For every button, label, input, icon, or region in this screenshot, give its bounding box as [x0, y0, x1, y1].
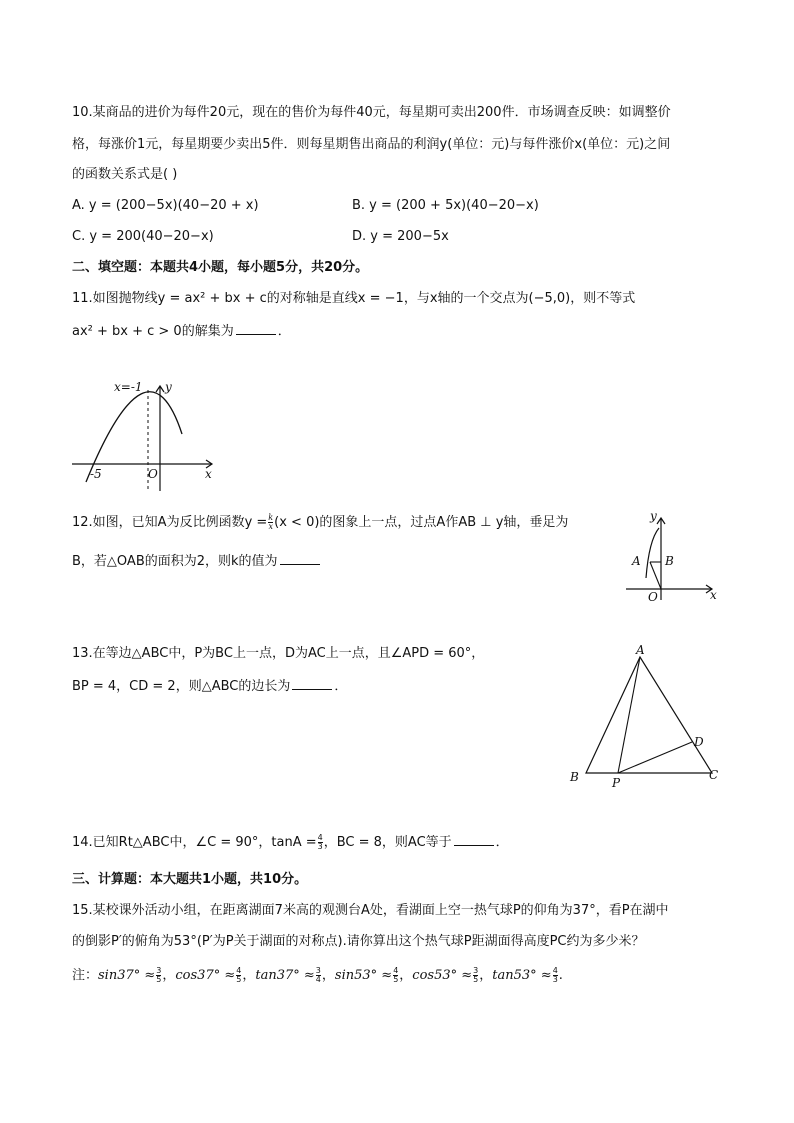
q15-note-item: [98, 968, 175, 983]
q15-note-sep: ，: [321, 968, 335, 983]
q14-pre: 14.已知Rt△ABC中，∠C = 90°，tanA =: [72, 835, 317, 850]
q14-end: ．: [495, 835, 509, 850]
q13-line1: 13.在等边△ABC中，P为BC上一点，D为AC上一点，且∠APD = 60°，: [72, 646, 485, 661]
q13-label-p: P: [612, 776, 621, 790]
q10-option-c: C. y = 200(40−20−x): [72, 229, 214, 244]
q13-segment-pd: [618, 742, 692, 773]
q15-notes: [72, 967, 563, 985]
section3-heading: 三、计算题：本大题共1小题，共10分。: [72, 872, 308, 887]
q14-frac-den: 3: [317, 842, 323, 851]
q15-note-num: 4: [236, 966, 242, 975]
q15-note-den: 3: [552, 975, 558, 984]
q15-note-num: 3: [156, 966, 162, 975]
q12-label-a: A: [632, 554, 641, 568]
q15-note-num: 4: [552, 966, 558, 975]
q11-label-y: y: [165, 380, 172, 394]
q12-line1: [72, 514, 568, 532]
q15-note-sep: ，: [162, 968, 176, 983]
q15-note-sep: ，: [479, 968, 493, 983]
q14-post: ，BC = 8，则AC等于: [323, 835, 452, 850]
q15-note-label: cos53° ≈: [412, 968, 473, 983]
q15-notes-list: [98, 968, 563, 983]
q12-fraction: [268, 514, 273, 531]
q11-label-x: x: [205, 467, 212, 481]
q12-frac-den: x: [268, 522, 273, 531]
q12-line1-pre: 12.如图，已知A为反比例函数y =: [72, 515, 268, 530]
q13-label-d: D: [694, 735, 704, 749]
q15-note-num: 3: [315, 966, 321, 975]
q12-segment-oa: [650, 562, 661, 589]
q12-label-o: O: [648, 590, 658, 604]
q15-note-fraction: [236, 967, 241, 984]
q13-line2: [72, 677, 347, 696]
q15-note-fraction: [553, 967, 558, 984]
q14-line: [72, 833, 509, 852]
q12-line2: [72, 552, 322, 571]
q15-note-fraction: [473, 967, 478, 984]
q15-note-num: 4: [393, 966, 399, 975]
q15-note-fraction: [393, 967, 398, 984]
q11-line2-text: ax² + bx + c > 0的解集为: [72, 324, 234, 339]
q13-line2-end: ．: [334, 679, 348, 694]
q15-note-fraction: [156, 967, 161, 984]
q12-line2-text: B，若△OAB的面积为2，则k的值为: [72, 554, 278, 569]
q15-note-prefix: 注：: [72, 968, 99, 983]
q14-fraction: [318, 834, 323, 851]
q15-note-item: [412, 968, 492, 983]
section2-heading: 二、填空题：本题共4小题，每小题5分，共20分。: [72, 260, 369, 275]
q14-answer-blank: [454, 833, 494, 846]
q12-line1-post: (x < 0)的图象上一点，过点A作AB ⊥ y轴，垂足为: [274, 515, 569, 530]
q15-note-item: [175, 968, 255, 983]
q11-line2-end: ．: [277, 324, 291, 339]
q15-note-den: 5: [156, 975, 162, 984]
q13-label-c: C: [709, 768, 719, 782]
q13-triangle-figure: [566, 645, 726, 793]
q15-note-sep: ，: [399, 968, 413, 983]
q15-note-sep: .: [558, 968, 563, 983]
q13-label-a: A: [636, 643, 645, 657]
q12-label-b: B: [665, 554, 674, 568]
q11-line1: 11.如图抛物线y = ax² + bx + c的对称轴是直线x = −1，与x轴的一个交点为(−5,0)，则不等式: [72, 291, 636, 306]
q15-note-item: [492, 968, 563, 983]
q12-frac-num: k: [268, 513, 274, 522]
q15-note-label: tan53° ≈: [492, 968, 552, 983]
q15-note-den: 5: [236, 975, 242, 984]
q13-triangle-abc: [586, 657, 712, 773]
q15-note-sep: ，: [242, 968, 256, 983]
q11-label-o: O: [148, 467, 158, 481]
q12-hyperbola-figure: [622, 510, 722, 602]
q12-label-x: x: [710, 588, 717, 602]
q15-note-label: sin53° ≈: [334, 968, 393, 983]
q15-note-label: sin37° ≈: [98, 968, 156, 983]
q15-note-den: 4: [315, 975, 321, 984]
q15-note-item: [255, 968, 335, 983]
q15-line1: 15.某校课外活动小组，在距离湖面7米高的观测台A处，看湖面上空一热气球P的仰角为37°，看P在湖中: [72, 903, 669, 918]
q11-parabola-figure: [70, 378, 220, 493]
q11-answer-blank: [236, 322, 276, 335]
q15-note-den: 5: [393, 975, 399, 984]
q10-option-a: A. y = (200−5x)(40−20 + x): [72, 198, 259, 213]
q11-line2: [72, 322, 291, 341]
q13-line2-text: BP = 4，CD = 2，则△ABC的边长为: [72, 679, 291, 694]
q13-label-b: B: [570, 770, 579, 784]
q15-note-num: 3: [473, 966, 479, 975]
q15-note-fraction: [316, 967, 321, 984]
q15-note-item: [335, 968, 412, 983]
q11-label-m5: -5: [90, 467, 102, 481]
q10-line3: 的函数关系式是( ): [72, 167, 178, 182]
q15-note-label: cos37° ≈: [175, 968, 236, 983]
q10-option-d: D. y = 200−5x: [352, 229, 449, 244]
q11-label-line: x=-1: [114, 380, 143, 394]
q15-line2: 的倒影P′的俯角为53°(P′为P关于湖面的对称点).请你算出这个热气球P距湖面得高度PC约为多少米？: [72, 934, 645, 949]
q15-note-label: tan37° ≈: [255, 968, 315, 983]
q12-answer-blank: [280, 552, 320, 565]
q13-answer-blank: [292, 677, 332, 690]
q10-option-b: B. y = (200 + 5x)(40−20−x): [352, 198, 539, 213]
q15-note-den: 5: [473, 975, 479, 984]
q10-line1: 10.某商品的进价为每件20元，现在的售价为每件40元，每星期可卖出200件．市场调查反映：如调整价: [72, 105, 671, 120]
q10-line2: 格，每涨价1元，每星期要少卖出5件．则每星期售出商品的利润y(单位：元)与每件涨价x(单位：元)之间: [72, 137, 671, 152]
q13-segment-ap: [618, 657, 640, 773]
q12-label-y: y: [650, 509, 657, 523]
q14-frac-num: 4: [317, 833, 323, 842]
q12-hyperbola-curve: [646, 528, 659, 578]
